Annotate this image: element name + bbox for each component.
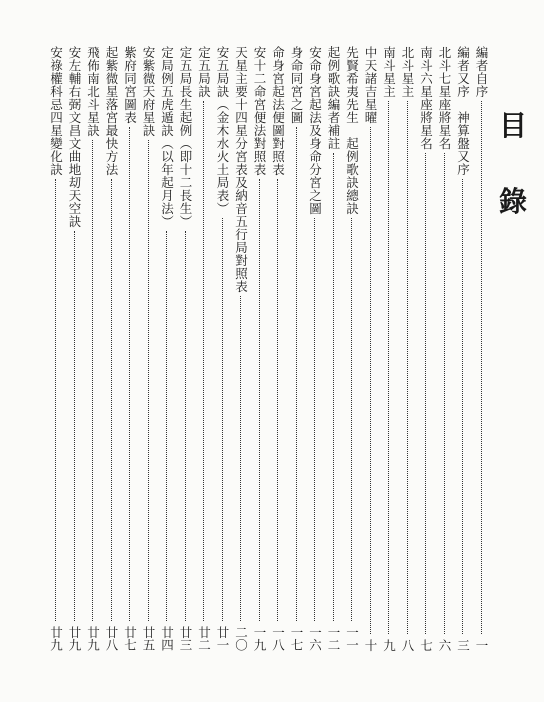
toc-entry bbox=[343, 46, 361, 651]
toc-entry-page: 廿七 bbox=[122, 626, 138, 651]
toc-entry bbox=[158, 46, 176, 651]
dot-leader bbox=[92, 140, 93, 621]
toc-entry bbox=[47, 46, 65, 651]
toc-entry bbox=[65, 46, 83, 651]
dot-leader bbox=[148, 140, 149, 621]
toc-entry-page: 廿一 bbox=[215, 626, 230, 651]
toc-entry bbox=[176, 46, 194, 651]
toc-entry-title: 北斗七星座將星名 bbox=[437, 46, 452, 150]
toc-entry-title: 起例歌訣編者補註 bbox=[326, 46, 341, 150]
toc-entry-title: 南斗星主 bbox=[381, 46, 397, 98]
toc-entry-page: 一一 bbox=[344, 626, 360, 651]
toc-entry-title: 編者自序 bbox=[474, 46, 489, 98]
toc-entry-page: 廿五 bbox=[141, 626, 156, 651]
toc-entry-title: 安命身宮起法及身命分宮之圖 bbox=[307, 46, 323, 215]
toc-entry-title: 起紫微星落宮最快方法 bbox=[104, 46, 119, 176]
dot-leader bbox=[129, 127, 130, 621]
toc-entry-page: 九 bbox=[381, 638, 397, 651]
dot-leader bbox=[425, 153, 426, 634]
toc-entry bbox=[232, 46, 250, 651]
toc-entry-title: 安祿權科忌四星變化訣 bbox=[48, 46, 64, 176]
toc-entry bbox=[213, 46, 231, 651]
toc-entry bbox=[472, 46, 490, 651]
dot-leader bbox=[185, 231, 186, 621]
dot-leader bbox=[444, 153, 445, 634]
toc-entry-page: 二〇 bbox=[233, 626, 249, 651]
dot-leader bbox=[55, 179, 56, 621]
dot-leader bbox=[407, 101, 408, 634]
dot-leader bbox=[333, 153, 334, 621]
toc-entry bbox=[102, 46, 120, 651]
toc-entry-page: 一 bbox=[474, 638, 489, 651]
toc-entry-title: 安紫微天府星訣 bbox=[141, 46, 156, 137]
dot-leader bbox=[222, 218, 223, 621]
toc-entry-title: 先賢希夷先生 起例歌訣總訣 bbox=[344, 46, 360, 215]
toc-entry bbox=[269, 46, 287, 651]
toc-entry bbox=[398, 46, 416, 651]
toc-entry-page: 廿二 bbox=[196, 626, 212, 651]
toc-entry bbox=[287, 46, 305, 651]
toc-entry-title: 安五局訣（金木水火土局表） bbox=[215, 46, 230, 215]
toc-entry bbox=[380, 46, 398, 651]
toc-entry-title: 北斗星主 bbox=[400, 46, 415, 98]
toc-entry-page: 廿九 bbox=[85, 626, 101, 651]
dot-leader bbox=[259, 179, 260, 621]
toc-entry bbox=[121, 46, 139, 651]
toc-heading bbox=[493, 109, 533, 220]
toc-entry-title: 命身宮起法便圖對照表 bbox=[270, 46, 286, 176]
toc-entry-title: 安十二命宮便法對照表 bbox=[252, 46, 267, 176]
toc-entry-title: 安左輔右弼文昌文曲地刧天空訣 bbox=[67, 46, 82, 228]
dot-leader bbox=[166, 231, 167, 621]
dot-leader bbox=[74, 231, 75, 621]
toc-entry-title: 飛佈南北斗星訣 bbox=[85, 46, 101, 137]
toc-entry-title: 編者又序 神算盤又序 bbox=[455, 46, 471, 176]
dot-leader bbox=[370, 127, 371, 634]
heading-char-2: 錄 bbox=[498, 185, 527, 218]
toc-entry-title: 天星主要十四星分宮表及納音五行局對照表 bbox=[233, 46, 249, 293]
dot-leader bbox=[296, 127, 297, 621]
dot-leader bbox=[240, 296, 241, 621]
toc-entry-title: 中天諸吉星曜 bbox=[363, 46, 378, 124]
toc-entry bbox=[84, 46, 102, 651]
dot-leader bbox=[481, 101, 482, 634]
toc-entry-page: 六 bbox=[437, 638, 452, 651]
toc-entry-page: 一八 bbox=[270, 626, 286, 651]
dot-leader bbox=[388, 101, 389, 634]
toc-entry-page: 十 bbox=[363, 638, 378, 651]
toc-entry-page: 廿九 bbox=[67, 626, 82, 651]
toc-entry bbox=[435, 46, 453, 651]
toc-entry bbox=[361, 46, 379, 651]
toc-entry bbox=[324, 46, 342, 651]
toc-entry-page: 八 bbox=[400, 638, 415, 651]
toc-entry-title: 定五局訣 bbox=[196, 46, 212, 98]
toc-entry-page: 七 bbox=[418, 638, 434, 651]
toc-entry bbox=[417, 46, 435, 651]
toc-entry-page: 三 bbox=[455, 638, 471, 651]
toc-entry-page: 一七 bbox=[289, 626, 304, 651]
toc-entry-page: 廿三 bbox=[178, 626, 193, 651]
toc-entry-page: 一六 bbox=[307, 626, 323, 651]
toc-entry-title: 定五局長生起例（即十二長生） bbox=[178, 46, 193, 228]
dot-leader bbox=[203, 101, 204, 621]
dot-leader bbox=[314, 218, 315, 621]
dot-leader bbox=[462, 179, 463, 634]
toc-entry bbox=[454, 46, 472, 651]
toc-entry-page: 一二 bbox=[326, 626, 341, 651]
dot-leader bbox=[111, 179, 112, 621]
toc-entry-page: 一九 bbox=[252, 626, 267, 651]
toc-entry-page: 廿九 bbox=[48, 626, 64, 651]
toc-entry-title: 身命同宮之圖 bbox=[289, 46, 304, 124]
heading-char-1: 目 bbox=[498, 109, 527, 142]
toc-entry bbox=[306, 46, 324, 651]
dot-leader bbox=[351, 218, 352, 621]
toc-entry-title: 定局例五虎遁訣（以年起月法） bbox=[159, 46, 175, 228]
toc-entry-title: 紫府同宮圖表 bbox=[122, 46, 138, 124]
toc-entry-title: 南斗六星座將星名 bbox=[418, 46, 434, 150]
toc-entry-page: 廿四 bbox=[159, 626, 175, 651]
toc-entry bbox=[195, 46, 213, 651]
toc-entry bbox=[250, 46, 268, 651]
dot-leader bbox=[277, 179, 278, 621]
toc-entry bbox=[139, 46, 157, 651]
toc-entry-page: 廿八 bbox=[104, 626, 119, 651]
